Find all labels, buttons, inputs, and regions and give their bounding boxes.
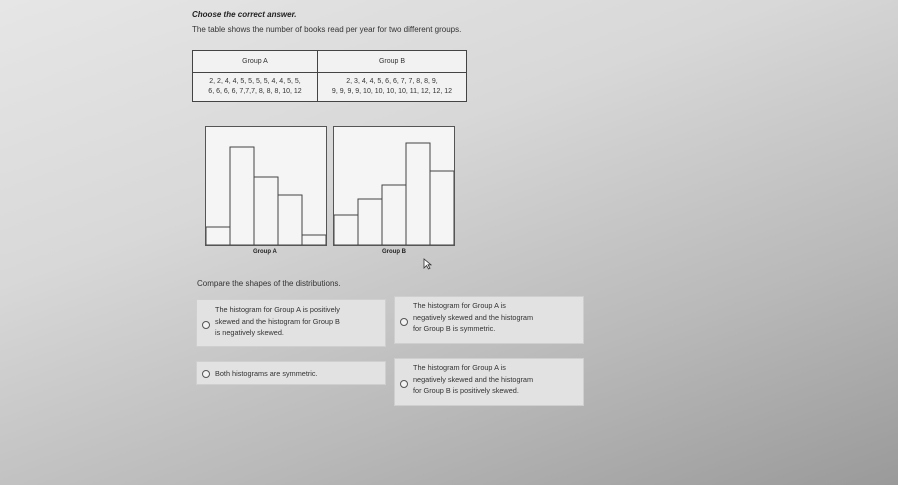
histogram-a-bar-3 (254, 177, 278, 245)
option-4-line-1: The histogram for Group A is (413, 363, 506, 372)
option-1-line-1: The histogram for Group A is positively (215, 305, 340, 314)
books-table (192, 50, 467, 102)
histogram-group-a (205, 126, 327, 246)
option-4-line-3: for Group B is positively skewed. (413, 386, 519, 395)
histogram-a-bar-2 (230, 147, 254, 245)
answer-option-4[interactable] (394, 358, 584, 406)
instruction-text: Choose the correct answer. (192, 10, 297, 19)
histogram-a-bar-4 (278, 195, 302, 245)
histogram-a-bar-5 (302, 235, 326, 245)
histogram-a-label: Group A (253, 249, 277, 255)
radio-button-icon[interactable] (400, 380, 408, 388)
radio-button-icon[interactable] (400, 318, 408, 326)
answer-option-2[interactable] (394, 296, 584, 344)
table-header-group-b: Group B (318, 51, 467, 73)
table-cell-group-b (318, 73, 467, 102)
table-header-group-a: Group A (193, 51, 318, 73)
group-a-values-line-2: 6, 6, 6, 6, 7,7,7, 8, 8, 8, 10, 12 (208, 88, 302, 95)
option-2-line-1: The histogram for Group A is (413, 301, 506, 310)
table-header-row (193, 51, 467, 73)
answer-option-1[interactable] (196, 299, 386, 347)
histogram-a-bar-1 (206, 227, 230, 245)
option-3-line-1: Both histograms are symmetric. (215, 369, 318, 378)
histogram-group-b (333, 126, 455, 246)
compare-question: Compare the shapes of the distributions. (197, 279, 341, 288)
option-1-line-3: is negatively skewed. (215, 328, 284, 337)
mouse-pointer-icon (423, 258, 432, 270)
question-prompt: The table shows the number of books read per year for two different groups. (192, 25, 462, 34)
table-row (193, 73, 467, 102)
option-4-line-2: negatively skewed and the histogram (413, 374, 534, 384)
histogram-b-label: Group B (382, 249, 406, 255)
histogram-b-bar-5 (430, 171, 454, 245)
option-1-line-2: skewed and the histogram for Group B (215, 316, 340, 326)
option-2-line-2: negatively skewed and the histogram (413, 312, 534, 322)
radio-button-icon[interactable] (202, 321, 210, 329)
group-a-values-line-1: 2, 2, 4, 4, 5, 5, 5, 5, 4, 4, 5, 5, (209, 78, 301, 85)
group-b-values-line-1: 2, 3, 4, 4, 5, 6, 6, 7, 7, 8, 8, 9, (346, 78, 438, 85)
histogram-b-bar-2 (358, 199, 382, 245)
histogram-b-bar-1 (334, 215, 358, 245)
option-2-line-3: for Group B is symmetric. (413, 324, 496, 333)
table-cell-group-a (193, 73, 318, 102)
histogram-b-bar-3 (382, 185, 406, 245)
histogram-b-bar-4 (406, 143, 430, 245)
radio-button-icon[interactable] (202, 370, 210, 378)
group-b-values-line-2: 9, 9, 9, 9, 10, 10, 10, 10, 11, 12, 12, 12 (331, 88, 453, 95)
answer-option-3[interactable] (196, 361, 386, 385)
